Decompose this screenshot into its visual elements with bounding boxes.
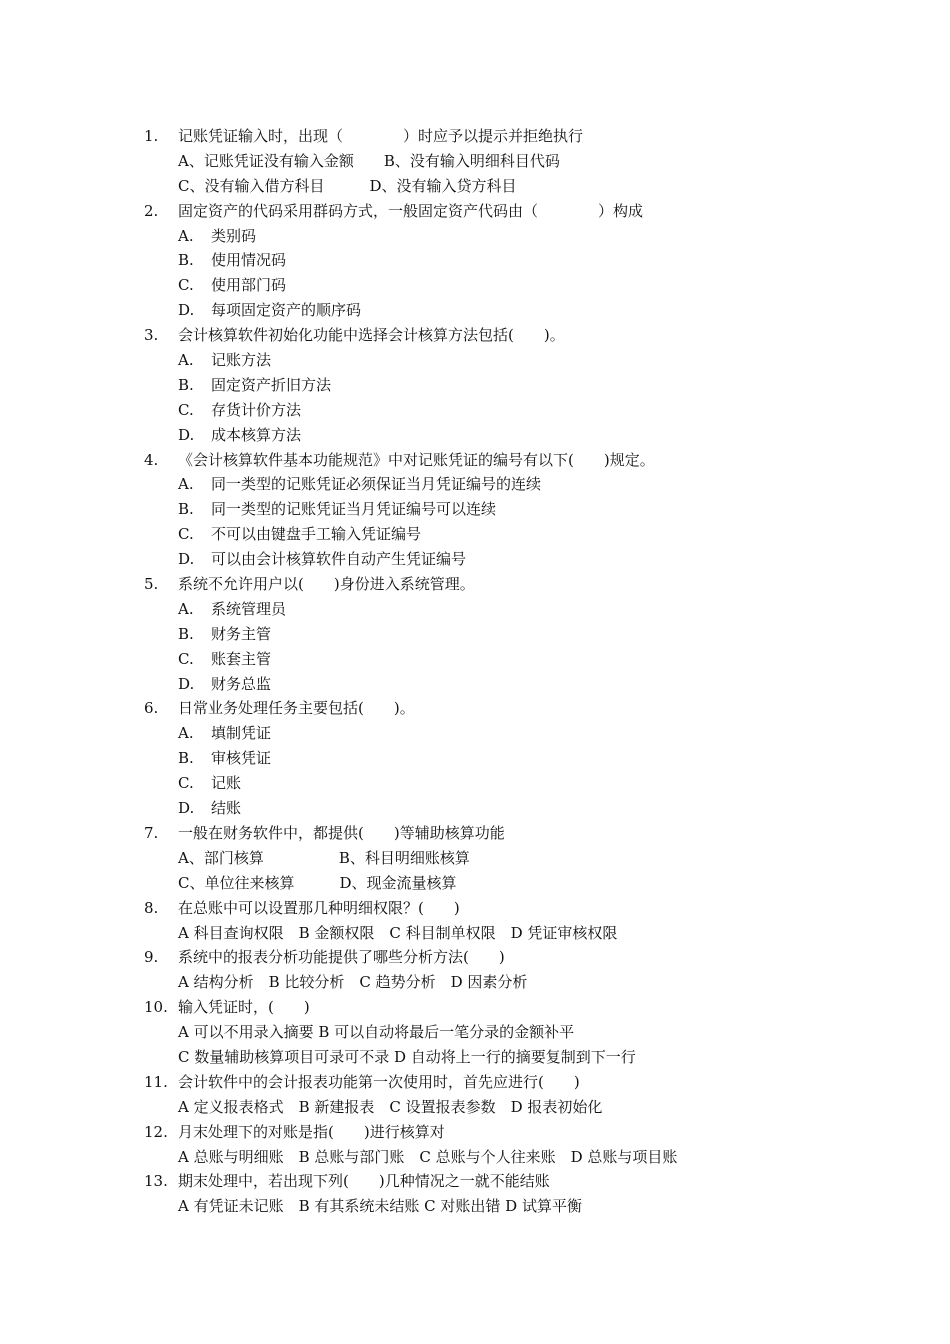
option-line	[0, 224, 950, 249]
option-line	[0, 547, 950, 572]
option-line	[0, 672, 950, 697]
option-line	[0, 273, 950, 298]
option-row-text: A 总账与明细账 B 总账与部门账 C 总账与个人往来账 D 总账与项目账	[178, 1147, 678, 1166]
question-line	[0, 572, 950, 597]
question-number: 3.	[144, 326, 159, 345]
question-text: 在总账中可以设置那几种明细权限？( )	[178, 898, 460, 917]
option-row	[0, 174, 950, 199]
question-text: 记账凭证输入时，出现（ ）时应予以提示并拒绝执行	[178, 127, 584, 145]
option-letter: B.	[178, 624, 194, 643]
question-text: 月末处理下的对账是指( )进行核算对	[178, 1122, 445, 1141]
option-text: 审核凭证	[211, 749, 272, 768]
question-line	[0, 1120, 950, 1145]
question-text: 固定资产的代码采用群码方式，一般固定资产代码由（ ）构成	[178, 201, 644, 220]
option-line	[0, 398, 950, 423]
option-text: 固定资产折旧方法	[211, 375, 332, 394]
option-row	[0, 1020, 950, 1045]
option-text: 同一类型的记账凭证当月凭证编号可以连续	[211, 500, 497, 519]
option-row-text: A、部门核算 B、科目明细账核算	[178, 848, 470, 867]
option-letter: A.	[178, 351, 194, 370]
question-number: 1.	[144, 127, 159, 145]
option-letter: A.	[178, 599, 194, 618]
question-line	[0, 323, 950, 348]
option-line	[0, 373, 950, 398]
option-letter: D.	[178, 550, 195, 569]
option-row-text: C、没有输入借方科目 D、没有输入贷方科目	[178, 176, 517, 195]
question-text: 期末处理中，若出现下列( )几种情况之一就不能结账	[178, 1172, 550, 1191]
option-row	[0, 871, 950, 896]
option-text: 可以由会计核算软件自动产生凭证编号	[211, 550, 467, 569]
question-text: 《会计核算软件基本功能规范》中对记账凭证的编号有以下( )规定。	[178, 450, 655, 469]
option-letter: D.	[178, 301, 195, 320]
option-line	[0, 298, 950, 323]
question-number: 13.	[144, 1172, 168, 1191]
option-row-text: A 科目查询权限 B 金额权限 C 科目制单权限 D 凭证审核权限	[178, 923, 618, 942]
option-text: 记账	[211, 774, 242, 793]
question-line	[0, 448, 950, 473]
question-text: 会计核算软件初始化功能中选择会计核算方法包括( )。	[178, 326, 565, 345]
option-line	[0, 721, 950, 746]
option-line	[0, 248, 950, 273]
option-line	[0, 497, 950, 522]
option-text: 使用部门码	[211, 276, 287, 295]
option-row	[0, 921, 950, 946]
option-letter: C.	[178, 276, 194, 295]
option-line	[0, 622, 950, 647]
question-text: 系统不允许用户以( )身份进入系统管理。	[178, 575, 475, 594]
option-row	[0, 1045, 950, 1070]
option-letter: B.	[178, 500, 194, 519]
option-text: 账套主管	[211, 649, 272, 668]
option-text: 每项固定资产的顺序码	[211, 301, 362, 320]
option-letter: C.	[178, 774, 194, 793]
option-row-text: A 可以不用录入摘要 B 可以自动将最后一笔分录的金额补平	[178, 1023, 575, 1042]
question-text: 日常业务处理任务主要包括( )。	[178, 699, 415, 718]
document-body	[0, 124, 950, 1219]
option-letter: D.	[178, 674, 195, 693]
question-line	[0, 124, 950, 149]
question-text: 系统中的报表分析功能提供了哪些分析方法( )	[178, 948, 505, 967]
option-line	[0, 522, 950, 547]
question-number: 2.	[144, 201, 159, 220]
option-text: 存货计价方法	[211, 400, 302, 419]
question-line	[0, 945, 950, 970]
option-line	[0, 472, 950, 497]
option-row-text: A 有凭证未记账 B 有其系统未结账 C 对账出错 D 试算平衡	[178, 1197, 582, 1216]
option-line	[0, 771, 950, 796]
question-line	[0, 1169, 950, 1194]
option-letter: C.	[178, 525, 194, 544]
option-line	[0, 647, 950, 672]
option-line	[0, 796, 950, 821]
option-letter: B.	[178, 251, 194, 270]
option-text: 结账	[211, 799, 242, 818]
option-row	[0, 846, 950, 871]
question-number: 12.	[144, 1122, 168, 1141]
option-text: 成本核算方法	[211, 425, 302, 444]
option-text: 不可以由键盘手工输入凭证编号	[211, 525, 422, 544]
option-letter: B.	[178, 375, 194, 394]
question-line	[0, 995, 950, 1020]
option-letter: C.	[178, 649, 194, 668]
question-line	[0, 199, 950, 224]
question-text: 一般在财务软件中，都提供( )等辅助核算功能	[178, 823, 505, 842]
option-text: 记账方法	[211, 351, 272, 370]
option-letter: A.	[178, 226, 194, 245]
option-text: 使用情况码	[211, 251, 287, 270]
option-line	[0, 423, 950, 448]
question-line	[0, 896, 950, 921]
option-row	[0, 970, 950, 995]
question-text: 输入凭证时，( )	[178, 998, 310, 1017]
option-row	[0, 1095, 950, 1120]
question-text: 会计软件中的会计报表功能第一次使用时，首先应进行( )	[178, 1072, 580, 1091]
option-text: 财务主管	[211, 624, 272, 643]
option-row	[0, 1145, 950, 1170]
option-row-text: A 定义报表格式 B 新建报表 C 设置报表参数 D 报表初始化	[178, 1097, 603, 1116]
question-line	[0, 821, 950, 846]
option-letter: B.	[178, 749, 194, 768]
option-letter: A.	[178, 475, 194, 494]
question-number: 5.	[144, 575, 159, 594]
option-row-text: C、单位往来核算 D、现金流量核算	[178, 873, 457, 892]
option-letter: D.	[178, 425, 195, 444]
option-line	[0, 597, 950, 622]
question-number: 10.	[144, 998, 168, 1017]
question-number: 8.	[144, 898, 159, 917]
option-row	[0, 149, 950, 174]
option-letter: A.	[178, 724, 194, 743]
option-row-text: A、记账凭证没有输入金额 B、没有输入明细科目代码	[178, 151, 560, 170]
option-line	[0, 348, 950, 373]
option-text: 填制凭证	[211, 724, 272, 743]
option-letter: C.	[178, 400, 194, 419]
question-number: 7.	[144, 823, 159, 842]
option-row-text: A 结构分析 B 比较分析 C 趋势分析 D 因素分析	[178, 973, 528, 992]
question-number: 6.	[144, 699, 159, 718]
question-number: 9.	[144, 948, 159, 967]
question-line	[0, 1070, 950, 1095]
option-row	[0, 1194, 950, 1219]
option-line	[0, 746, 950, 771]
question-number: 11.	[144, 1072, 168, 1091]
question-line	[0, 696, 950, 721]
option-text: 类别码	[211, 226, 257, 245]
option-text: 同一类型的记账凭证必须保证当月凭证编号的连续	[211, 475, 542, 494]
option-text: 财务总监	[211, 674, 272, 693]
option-letter: D.	[178, 799, 195, 818]
question-number: 4.	[144, 450, 159, 469]
option-row-text: C 数量辅助核算项目可录可不录 D 自动将上一行的摘要复制到下一行	[178, 1047, 636, 1066]
option-text: 系统管理员	[211, 599, 287, 618]
